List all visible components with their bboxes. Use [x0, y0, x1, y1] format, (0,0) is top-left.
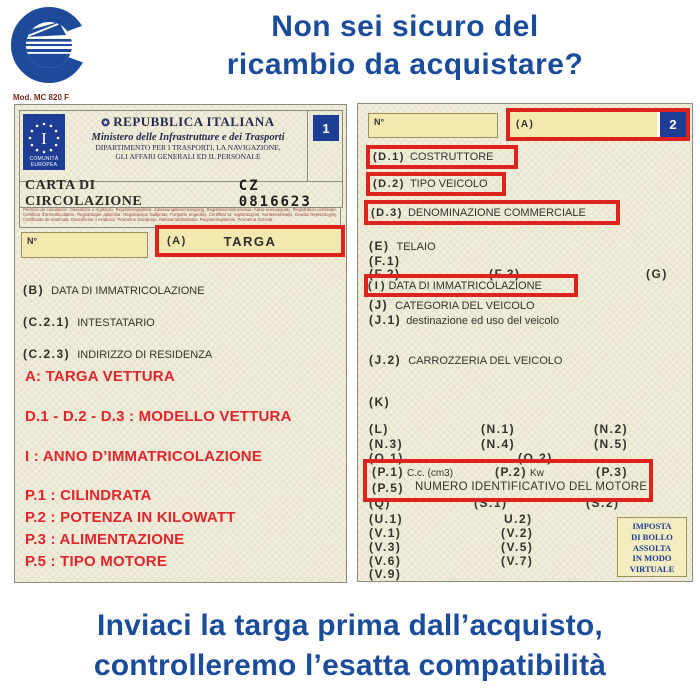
imposta-di-bollo-stamp: [617, 517, 687, 577]
field-v9-code: (V.9): [369, 567, 402, 581]
field-p2: [495, 465, 544, 479]
highlight-d3: [364, 200, 620, 225]
field-k: [369, 393, 390, 411]
field-b: [23, 281, 205, 299]
annotation-potenza: P.2 : POTENZA IN KILOWATT: [25, 509, 236, 526]
imposta-line3: ASSOLTA: [632, 542, 672, 553]
eu-stars-icon: [23, 114, 65, 160]
field-v7-code: (V.7): [501, 554, 534, 568]
eu-label-line2: EUROPEA: [30, 162, 58, 168]
field-j1: [369, 311, 559, 329]
field-s1-code: (S.1): [474, 496, 508, 510]
targa-highlight-box: [155, 225, 345, 257]
targa-code-2: (A): [516, 119, 535, 130]
field-b-label: DATA DI IMMATRICOLAZIONE: [51, 285, 205, 297]
field-p2-code: (P.2): [495, 465, 527, 479]
doc-serial-number: CZ 0816623: [238, 177, 312, 210]
row-n3-n4-n5: [358, 437, 692, 451]
doc-title-row: [19, 177, 343, 210]
highlight-p: [363, 459, 653, 502]
field-d1-code: (D.1): [373, 151, 405, 163]
field-j2: [369, 351, 562, 369]
field-n2-code: (N.2): [594, 422, 629, 436]
field-o1-code: (O.1): [369, 451, 404, 465]
footer-line1: Inviaci la targa prima dall’acquisto,: [97, 609, 603, 642]
header-text: [70, 114, 306, 161]
field-n4-code: (N.4): [481, 437, 516, 451]
field-i-label: DATA DI IMMATRICOLAZIONE: [388, 279, 542, 292]
highlight-d1: [366, 145, 518, 169]
field-p2-unit: Kw: [529, 468, 544, 479]
field-d2-label: TIPO VEICOLO: [409, 178, 488, 190]
field-n5-code: (N.5): [594, 437, 629, 451]
annotation-modello: D.1 - D.2 - D.3 : MODELLO VETTURA: [25, 408, 292, 425]
field-q-code: (Q): [369, 496, 391, 510]
targa-field: [159, 229, 341, 253]
ministry-title: Ministero delle Infrastrutture e dei Trasporti: [91, 132, 285, 143]
field-p1: [372, 465, 453, 479]
field-c21: [23, 313, 155, 331]
mod-label: Mod. MC 820 F: [13, 93, 70, 102]
field-e-code: (E): [369, 239, 390, 253]
imposta-line2: DI BOLLO: [631, 531, 673, 542]
field-v1-code: (V.1): [369, 526, 402, 540]
page-number-badge-2: 2: [660, 112, 686, 137]
imposta-line1: IMPOSTA: [632, 521, 672, 531]
eu-flag-box: [23, 114, 65, 170]
field-c23-code: (C.2.3): [23, 347, 71, 361]
annotation-tipo-motore: P.5 : TIPO MOTORE: [25, 553, 168, 570]
registration-card-page1: [14, 104, 347, 583]
field-u1-code: (U.1): [369, 512, 404, 526]
page-number-badge-1: 1: [313, 115, 339, 141]
field-c21-label: INTESTATARIO: [77, 317, 155, 329]
annotation-cilindrata: P.1 : CILINDRATA: [25, 487, 152, 504]
imposta-line4: IN MODO: [632, 553, 672, 564]
field-v3-code: (V.3): [369, 540, 402, 554]
italy-emblem-icon: ✪: [101, 118, 111, 129]
imposta-line5: VIRTUALE: [629, 564, 675, 575]
department-line2: GLI AFFARI GENERALI ED IL PERSONALE: [115, 152, 261, 161]
doc-number-label-2: N°: [374, 117, 385, 127]
field-d1-label: COSTRUTTORE: [409, 151, 494, 163]
field-j-label: CATEGORIA DEL VEICOLO: [395, 300, 535, 312]
field-p5-label: NUMERO IDENTIFICATIVO DEL MOTORE: [415, 481, 648, 493]
field-f1-code: (F.1): [369, 254, 401, 268]
field-j1-label: destinazione ed uso del veicolo: [406, 315, 560, 327]
field-f2-code: (F.2): [369, 267, 401, 281]
department-line1: DIPARTIMENTO PER I TRASPORTI, LA NAVIGAZIONE,: [95, 143, 281, 152]
annotation-alimentazione: P.3 : ALIMENTAZIONE: [25, 531, 185, 548]
field-c21-code: (C.2.1): [23, 315, 71, 329]
doc-number-field: [21, 232, 148, 258]
ricambi-logo: [8, 2, 90, 86]
field-v5-code: (V.5): [501, 540, 534, 554]
field-e-label: TELAIO: [396, 241, 436, 253]
header-divider: [307, 111, 308, 181]
row-p5: [367, 481, 649, 495]
field-n3-code: (N.3): [369, 437, 404, 451]
field-p5-code: (P.5): [372, 481, 404, 495]
field-s2-code: (S.2): [586, 496, 620, 510]
doc-number-label: N°: [27, 236, 38, 246]
republic-title-text: REPUBBLICA ITALIANA: [113, 114, 275, 129]
field-g-code: (G): [646, 267, 668, 281]
field-d2-code: (D.2): [373, 178, 405, 190]
targa-code: (A): [167, 235, 187, 247]
eu-label-line1: COMUNITÀ: [29, 156, 59, 162]
eu-label: [23, 156, 65, 168]
page-title: [160, 8, 650, 84]
doc-number-field-2: [368, 113, 498, 138]
row-l-n1-n2: [358, 422, 692, 436]
field-c23: [23, 345, 212, 363]
field-j-code: (J): [369, 298, 389, 312]
annotation-targa: A: TARGA VETTURA: [25, 368, 175, 385]
field-k-code: (K): [369, 395, 391, 409]
targa-label: TARGA: [223, 233, 277, 249]
footer-line2: controlleremo l’esatta compatibilità: [93, 649, 607, 682]
document-header: [19, 110, 343, 182]
page-title-line1: Non sei sicuro del: [271, 10, 539, 43]
field-p3-code: (P.3): [596, 465, 628, 479]
field-j2-label: CARROZZERIA DEL VEICOLO: [408, 355, 563, 367]
ricambi-logo-icon: [8, 2, 90, 86]
highlight-i: [364, 274, 578, 297]
field-j2-code: (J.2): [369, 353, 402, 367]
doc-title: CARTA DI CIRCOLAZIONE: [25, 177, 143, 209]
field-f3-code: (F.3): [489, 267, 521, 281]
field-l-code: (L): [369, 422, 389, 436]
field-n1-code: (N.1): [481, 422, 516, 436]
field-j1-code: (J.1): [369, 313, 402, 327]
row-p1-p2-p3: [367, 465, 649, 479]
registration-card-page2: [357, 103, 693, 582]
field-v2-code: (V.2): [501, 526, 534, 540]
field-i-code: ( I ): [368, 279, 385, 292]
highlight-d2: [366, 172, 506, 196]
footer-message: [0, 606, 700, 686]
field-d3-label: DENOMINAZIONE COMMERCIALE: [407, 206, 586, 219]
annotation-anno: I : ANNO D’IMMATRICOLAZIONE: [25, 448, 263, 465]
field-p1-code: (P.1): [372, 465, 404, 479]
field-b-code: (B): [23, 283, 45, 297]
field-v6-code: (V.6): [369, 554, 402, 568]
targa-highlight-box-2: [506, 108, 690, 141]
page-title-line2: ricambio da acquistare?: [226, 48, 584, 81]
targa-field-2: [510, 112, 657, 137]
field-o2-code: (O.2): [518, 451, 553, 465]
republic-title: [70, 114, 306, 130]
field-p1-unit: C.c. (cm3): [406, 468, 454, 479]
multilingual-fine-print: Permiso de circulación. Osvědčení o registraci. Registreringsattest. Zulassungsbescheinigung. Registreerimistunnistus. Άδεια κυκλοφορίας. Registration certificate. Certificat d’immatriculation. Reģistrācijas aplieciba. Registracijos liudijimas. Forgalmi engedély. Ċertifikat ta’ reġistrazzjoni. Kentekenbewijs. Dowód Rejestracyjny. Certificado de matrícula. Osvedčenie o evidencii. Prometno dovoljenje. Rekisteröintitodistus. Registreringsbevis. Prometna dozvola.: [19, 207, 341, 228]
field-c23-label: INDIRIZZO DI RESIDENZA: [77, 349, 213, 361]
svg-text:I: I: [41, 129, 47, 148]
field-d3-code: (D.3): [371, 206, 403, 219]
field-u2-code: U.2): [504, 512, 533, 526]
